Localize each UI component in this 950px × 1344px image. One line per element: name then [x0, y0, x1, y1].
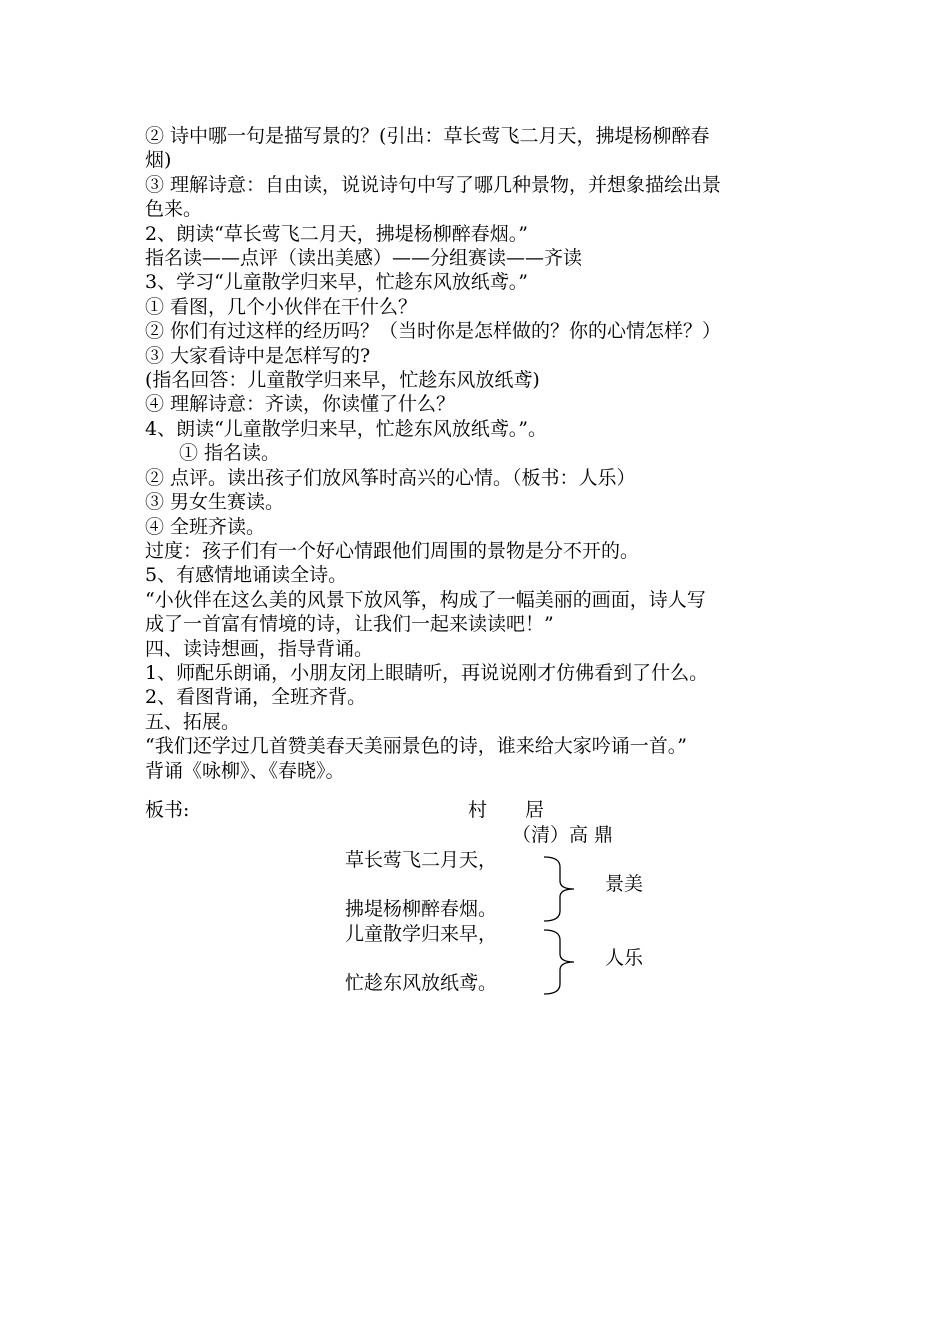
poem-line: 忙趁东风放纸鸢。 — [345, 972, 498, 994]
text-line: ④ 全班齐读。 — [145, 515, 266, 538]
text-line: 四、读诗想画，指导背诵。 — [145, 637, 374, 660]
text-line: ③ 大家看诗中是怎样写的? — [145, 344, 371, 367]
poem-line: 拂堤杨柳醉春烟。 — [345, 898, 498, 920]
text-line: 成了一首富有情境的诗，让我们一起来读读吧！” — [145, 613, 554, 636]
text-line: 烟) — [145, 149, 172, 172]
poem-line: 草长莺飞二月天， — [345, 849, 498, 871]
poem-author: （清）高 鼎 — [512, 824, 614, 846]
board-note: 人乐 — [605, 947, 644, 969]
text-line: 3、学习“儿童散学归来早，忙趁东风放纸鸢。” — [145, 271, 529, 294]
text-line: 色来。 — [145, 198, 203, 221]
text-line: “我们还学过几首赞美春天美丽景色的诗，谁来给大家吟诵一首。” — [145, 735, 687, 758]
text-line: ④ 理解诗意：齐读，你读懂了什么？ — [145, 393, 456, 416]
text-line: ③ 男女生赛读。 — [145, 491, 285, 514]
text-line: ① 看图，几个小伙伴在干什么？ — [145, 295, 418, 318]
text-line: 五、拓展。 — [145, 710, 241, 733]
text-line: ② 诗中哪一句是描写景的？(引出：草长莺飞二月天，拂堤杨柳醉春 — [145, 125, 710, 147]
right-brace-icon — [540, 855, 580, 923]
text-line: 过度：孩子们有一个好心情跟他们周围的景物是分不开的。 — [145, 539, 640, 562]
text-line: 1、师配乐朗诵，小朋友闭上眼睛听，再说说刚才仿佛看到了什么。 — [145, 661, 709, 684]
text-line: 5、有感情地诵读全诗。 — [145, 564, 348, 587]
text-line: (指名回答：儿童散学归来早，忙趁东风放纸鸢) — [145, 369, 540, 392]
text-line: 4、朗读“儿童散学归来早，忙趁东风放纸鸢。”。 — [145, 417, 548, 440]
poem-title: 村 居 — [468, 799, 545, 821]
text-line: 2、朗读“草长莺飞二月天，拂堤杨柳醉春烟。” — [145, 222, 529, 245]
text-line: 指名读——点评（读出美感）——分组赛读——齐读 — [145, 247, 583, 270]
poem-line: 儿童散学归来早， — [345, 923, 498, 945]
text-line: 2、看图背诵，全班齐背。 — [145, 686, 367, 709]
board-note: 景美 — [605, 873, 644, 895]
text-line: ② 点评。读出孩子们放风筝时高兴的心情。（板书：人乐） — [145, 466, 636, 489]
right-brace-icon — [540, 928, 580, 996]
text-line: ① 指名读。 — [179, 442, 281, 465]
text-line: “小伙伴在这么美的风景下放风筝，构成了一幅美丽的画面，诗人写 — [145, 588, 706, 611]
text-line: ② 你们有过这样的经历吗？（当时你是怎样做的？你的心情怎样？） — [145, 320, 722, 343]
text-line: 背诵《咏柳》、《春晓》。 — [145, 759, 345, 782]
board-label: 板书: — [145, 799, 190, 821]
text-line: ③ 理解诗意：自由读，说说诗句中写了哪几种景物，并想象描绘出景 — [145, 173, 722, 196]
